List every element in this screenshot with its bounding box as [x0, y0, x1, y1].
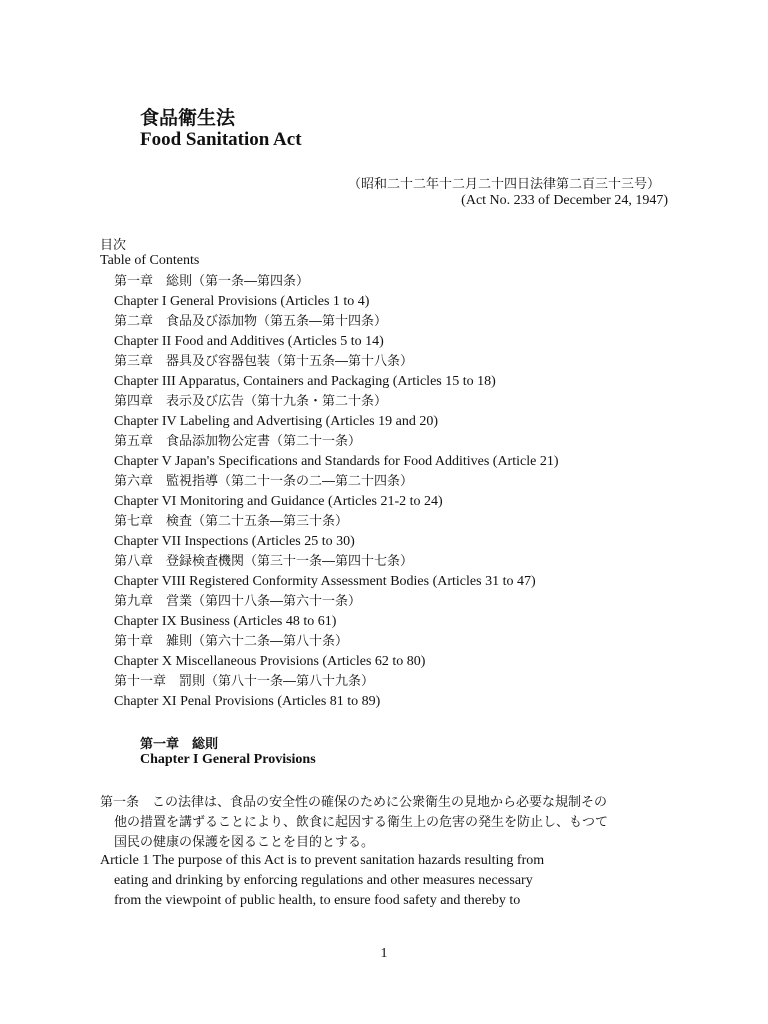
toc-item-japanese: 第一章 総則（第一条―第四条）	[114, 274, 310, 289]
page-number: 1	[380, 946, 388, 961]
toc-heading-japanese: 目次	[100, 238, 127, 253]
table-of-contents	[114, 272, 558, 712]
toc-item-japanese: 第十章 雑則（第六十二条―第八十条）	[114, 634, 349, 649]
article-1-english	[100, 851, 672, 911]
toc-item-english: Chapter XI Penal Provisions (Articles 81 to 89)	[114, 694, 381, 709]
act-number-english: (Act No. 233 of December 24, 1947)	[461, 193, 668, 208]
toc-item-japanese: 第五章 食品添加物公定書（第二十一条）	[114, 434, 362, 449]
toc-item-japanese: 第十一章 罰則（第八十一条―第八十九条）	[114, 674, 375, 689]
toc-item-japanese: 第七章 検査（第二十五条―第三十条）	[114, 514, 349, 529]
act-number-japanese: （昭和二十二年十二月二十四日法律第二百三十三号）	[347, 177, 660, 192]
toc-item-english: Chapter IX Business (Articles 48 to 61)	[114, 614, 337, 629]
title-english: Food Sanitation Act	[140, 129, 302, 150]
title-japanese: 食品衛生法	[140, 107, 236, 129]
toc-item-japanese: 第四章 表示及び広告（第十九条・第二十条）	[114, 394, 388, 409]
toc-item-japanese: 第三章 器具及び容器包装（第十五条―第十八条）	[114, 354, 414, 369]
chapter-heading-english: Chapter I General Provisions	[140, 752, 316, 767]
article-line: Article 1 The purpose of this Act is to prevent sanitation hazards resulting from	[100, 853, 545, 868]
toc-item-english: Chapter III Apparatus, Containers and Packaging (Articles 15 to 18)	[114, 374, 496, 389]
toc-heading-english: Table of Contents	[100, 253, 200, 268]
toc-item-japanese: 第八章 登録検査機関（第三十一条―第四十七条）	[114, 554, 414, 569]
toc-item-english: Chapter X Miscellaneous Provisions (Articles 62 to 80)	[114, 654, 426, 669]
article-line: 第一条 この法律は、食品の安全性の確保のために公衆衛生の見地から必要な規制その	[100, 795, 608, 810]
article-line: from the viewpoint of public health, to ensure food safety and thereby to	[114, 893, 521, 908]
article-line: eating and drinking by enforcing regulations and other measures necessary	[114, 873, 533, 888]
toc-item-english: Chapter VII Inspections (Articles 25 to 30)	[114, 534, 355, 549]
article-line: 他の措置を講ずることにより、飲食に起因する衛生上の危害の発生を防止し、もつて	[114, 815, 609, 830]
toc-item-english: Chapter VIII Registered Conformity Assessment Bodies (Articles 31 to 47)	[114, 574, 536, 589]
chapter-heading-japanese: 第一章 総則	[140, 737, 219, 752]
toc-item-japanese: 第二章 食品及び添加物（第五条―第十四条）	[114, 314, 388, 329]
toc-item-english: Chapter VI Monitoring and Guidance (Articles 21-2 to 24)	[114, 494, 443, 509]
article-line: 国民の健康の保護を図ることを目的とする。	[114, 835, 375, 850]
toc-item-english: Chapter V Japan's Specifications and Standards for Food Additives (Article 21)	[114, 454, 559, 469]
toc-item-english: Chapter IV Labeling and Advertising (Articles 19 and 20)	[114, 414, 438, 429]
toc-item-english: Chapter I General Provisions (Articles 1 to 4)	[114, 294, 370, 309]
toc-item-japanese: 第六章 監視指導（第二十一条の二―第二十四条）	[114, 474, 414, 489]
toc-item-japanese: 第九章 営業（第四十八条―第六十一条）	[114, 594, 362, 609]
article-1-japanese	[100, 793, 672, 853]
toc-item-english: Chapter II Food and Additives (Articles 5 to 14)	[114, 334, 384, 349]
